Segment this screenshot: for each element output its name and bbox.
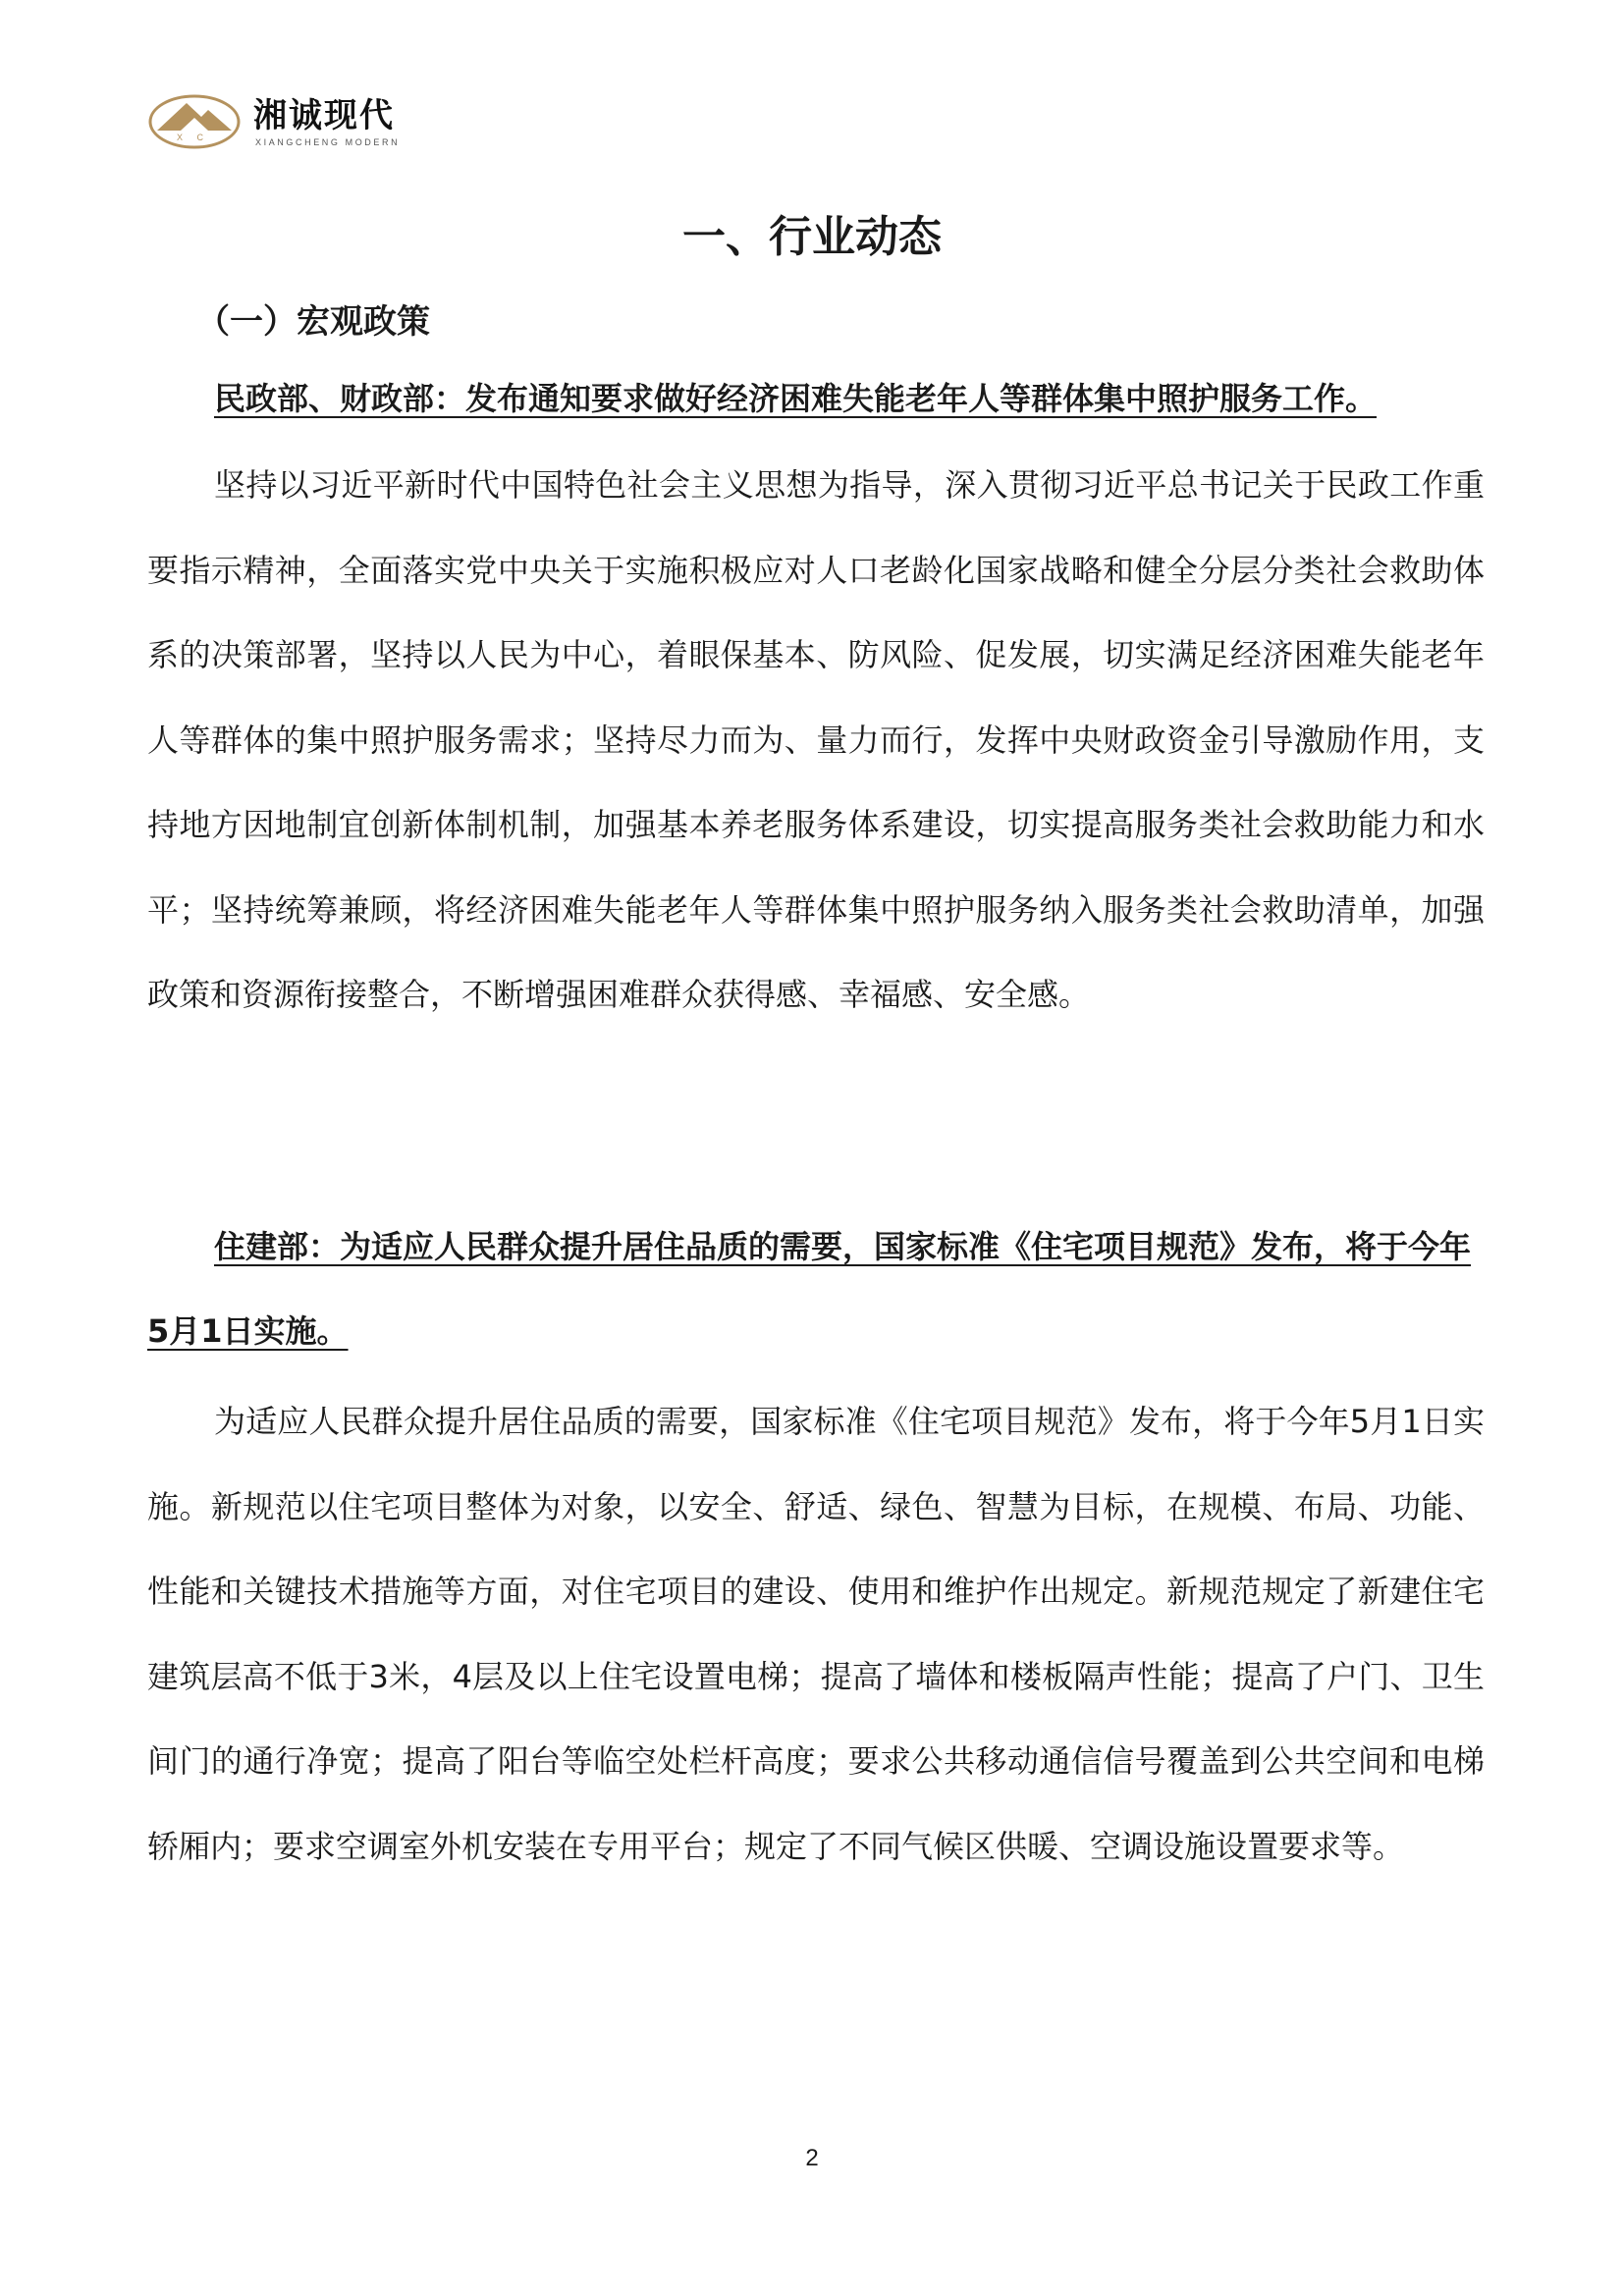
company-logo bbox=[147, 93, 422, 152]
logo-mark-letters: X C bbox=[177, 133, 210, 142]
section-heading: （一）宏观政策 bbox=[196, 302, 430, 342]
news-body-1: 坚持以习近平新时代中国特色社会主义思想为指导，深入贯彻习近平总书记关于民政工作重要指示精神，全面落实党中央关于实施积极应对人口老龄化国家战略和健全分层分类社会救助体系的决策部署，坚持以人民为中心，着眼保基本、防风险、促发展，切实满足经济困难失能老年人等群体的集中照护服务需求；坚持尽力而为、量力而行，发挥中央财政资金引导激励作用，支持地方因地制宜创新体制机制，加强基本养老服务体系建设，切实提高服务类社会救助能力和水平；坚持统筹兼顾，将经济困难失能老年人等群体集中照护服务纳入服务类社会救助清单，加强政策和资源衔接整合，不断增强困难群众获得感、幸福感、安全感。 bbox=[147, 466, 1485, 1013]
logo-wordmark: 湘诚现代 bbox=[253, 96, 395, 135]
logo-subtitle: XIANGCHENG MODERN bbox=[255, 137, 401, 147]
news-heading-1 bbox=[147, 356, 1485, 441]
news-heading-text: 民政部、财政部：发布通知要求做好经济困难失能老年人等群体集中照护服务工作。 bbox=[214, 380, 1378, 417]
news-body-2: 为适应人民群众提升居住品质的需要，国家标准《住宅项目规范》发布，将于今年5月1日实施。新规范以住宅项目整体为对象，以安全、舒适、绿色、智慧为目标，在规模、布局、功能、性能和关键技术措施等方面，对住宅项目的建设、使用和维护作出规定。新规范规定了新建住宅建筑层高不低于3米，4层及以上住宅设置电梯；提高了墙体和楼板隔声性能；提高了户门、卫生间门的通行净宽；提高了阳台等临空处栏杆高度；要求公共移动通信信号覆盖到公共空间和电梯轿厢内；要求空调室外机安装在专用平台；规定了不同气候区供暖、空调设施设置要求等。 bbox=[147, 1403, 1485, 1865]
page-title: 一、行业动态 bbox=[682, 212, 942, 262]
news-heading-2 bbox=[147, 1204, 1485, 1373]
news-heading-text: 住建部：为适应人民群众提升居住品质的需要，国家标准《住宅项目规范》发布，将于今年5月1日实施。 bbox=[147, 1228, 1472, 1350]
page-number: 2 bbox=[805, 2145, 819, 2171]
